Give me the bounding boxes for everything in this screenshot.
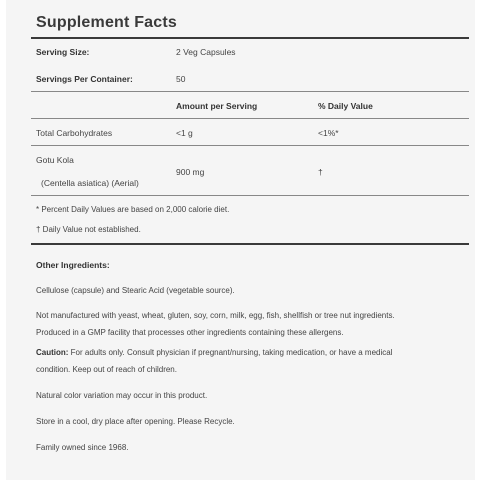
allergen-statement-line: Not manufactured with yeast, wheat, gluten, soy, corn, milk, egg, fish, shellfish or tree nut ingredients. (36, 311, 395, 320)
dv-not-established-footnote: † Daily Value not established. (36, 225, 141, 234)
title-divider (31, 37, 469, 39)
family-owned-note: Family owned since 1968. (36, 443, 129, 452)
color-variation-note: Natural color variation may occur in this product. (36, 391, 208, 400)
other-ingredients-text: Cellulose (capsule) and Stearic Acid (vegetable source). (36, 286, 235, 295)
caution-line (36, 348, 392, 357)
nutrient-name: Total Carbohydrates (36, 128, 113, 138)
caution-continued: condition. Keep out of reach of children. (36, 365, 177, 374)
daily-value-column-header: % Daily Value (318, 101, 373, 111)
header-divider (31, 118, 469, 119)
ingredient-name: Gotu Kola (36, 155, 74, 165)
other-ingredients-heading: Other Ingredients: (36, 260, 110, 270)
allergen-facility-line: Produced in a GMP facility that processes other ingredients containing these allergens. (36, 328, 344, 337)
supplement-facts-panel (6, 0, 475, 480)
storage-note: Store in a cool, dry place after opening. Please Recycle. (36, 417, 235, 426)
table-bottom-divider (31, 195, 469, 196)
serving-size-value: 2 Veg Capsules (176, 47, 236, 57)
percent-dv-footnote: * Percent Daily Values are based on 2,000 calorie diet. (36, 205, 230, 214)
footnote-divider (31, 243, 469, 245)
servings-per-container-label: Servings Per Container: (36, 74, 133, 84)
servings-per-container-value: 50 (176, 74, 186, 84)
nutrient-daily-value: <1%* (318, 128, 339, 138)
ingredient-subname: (Centella asiatica) (Aerial) (41, 178, 139, 188)
caution-label: Caution: (36, 348, 69, 357)
amount-column-header: Amount per Serving (176, 101, 258, 111)
ingredient-daily-value: † (318, 167, 323, 177)
caution-text: For adults only. Consult physician if pregnant/nursing, taking medication, or have a medical (70, 348, 393, 357)
ingredient-amount: 900 mg (176, 167, 205, 177)
page-title: Supplement Facts (36, 14, 178, 31)
row-divider (31, 145, 469, 146)
servings-divider (31, 91, 469, 92)
serving-size-label: Serving Size: (36, 47, 90, 57)
nutrient-amount: <1 g (176, 128, 193, 138)
